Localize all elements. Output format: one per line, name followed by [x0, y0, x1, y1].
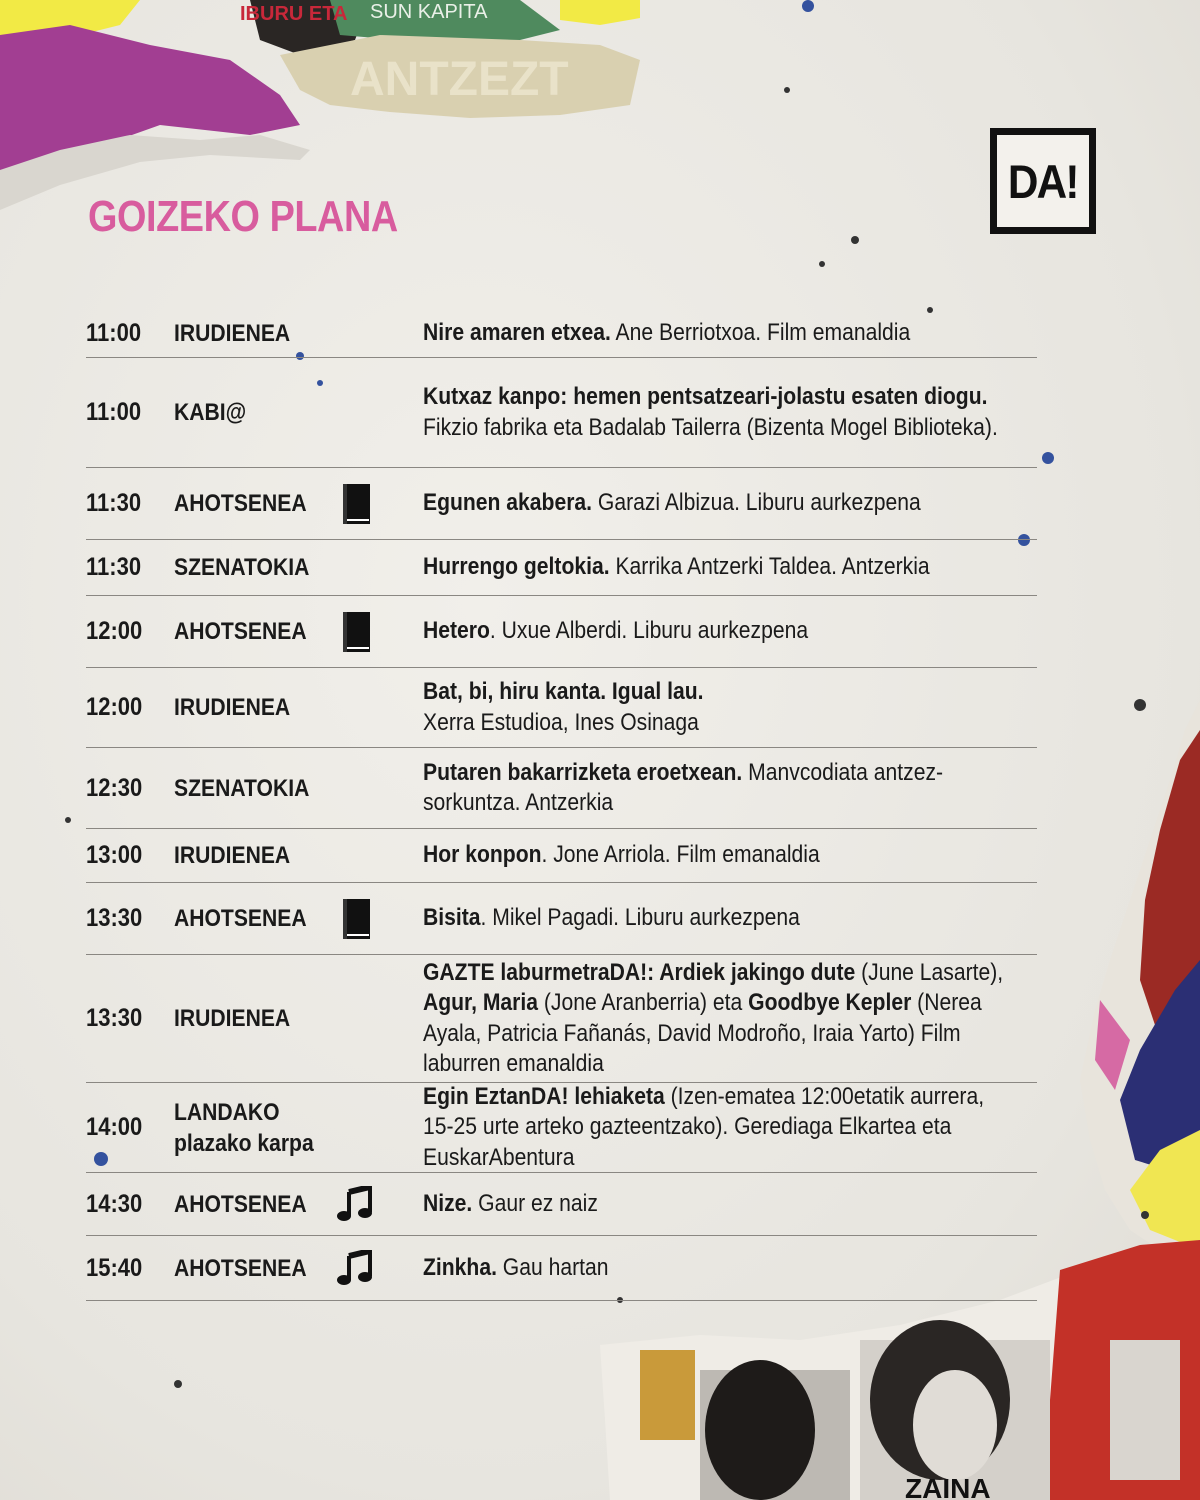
schedule-row	[86, 748, 1037, 829]
event-details: Garazi Albizua. Liburu aurkezpena	[592, 489, 921, 517]
event-details: Ane Berriotxoa. Film emanaldia	[610, 319, 911, 347]
event-venue: AHOTSENEA	[174, 618, 307, 645]
event-title: Nire amaren etxea.	[423, 319, 611, 347]
event-venue: AHOTSENEA	[174, 1254, 307, 1282]
event-venue: IRUDIENEA	[174, 320, 291, 347]
event-details: (June Lasarte),	[855, 958, 1004, 986]
bottom-photo-hair-2	[705, 1360, 815, 1500]
paint-speck	[802, 0, 814, 12]
torn-label-3: ANTZEZT	[350, 53, 569, 106]
book-icon	[336, 482, 376, 526]
schedule-row	[86, 468, 1037, 540]
event-title: Kutxaz kanpo: hemen pentsatzeari-jolastu esaten diogu.	[423, 383, 988, 410]
event-details: . Uxue Alberdi. Liburu aurkezpena	[489, 617, 809, 645]
event-title: Putaren bakarrizketa eroetxean.	[423, 758, 743, 786]
schedule-row	[86, 596, 1037, 668]
event-description	[423, 318, 1004, 349]
event-time: 13:30	[86, 1004, 143, 1032]
event-venue: SZENATOKIA	[174, 774, 310, 802]
event-venue: KABI@	[174, 399, 247, 426]
event-time: 14:00	[86, 1113, 143, 1141]
torn-label-1: IBURU ETA	[240, 3, 348, 25]
event-description	[423, 840, 1004, 871]
bottom-photo-face	[913, 1370, 997, 1480]
schedule-row	[86, 1173, 1037, 1236]
bottom-photo-3	[1110, 1340, 1180, 1480]
event-title: Nize.	[423, 1189, 473, 1217]
logo-text: DA!	[1008, 154, 1078, 208]
event-title: Goodbye Kepler	[748, 989, 912, 1016]
event-venue: SZENATOKIA	[174, 554, 310, 581]
event-description	[423, 758, 1004, 819]
event-time: 15:40	[86, 1253, 143, 1282]
paint-speck	[1134, 699, 1146, 711]
event-time: 11:30	[86, 553, 142, 581]
event-time: 14:30	[86, 1189, 143, 1218]
paint-speck	[851, 236, 859, 244]
event-title: Agur, Maria	[423, 989, 539, 1016]
event-time: 13:00	[86, 841, 143, 869]
schedule-row	[86, 358, 1037, 468]
book-icon	[336, 897, 376, 941]
paint-speck	[784, 87, 790, 93]
event-venue: LANDAKO plazako karpa	[174, 1098, 314, 1157]
event-time: 12:00	[86, 617, 143, 645]
event-description	[423, 552, 1004, 583]
event-details: (Izen-ematea 12:00etatik aurrera, 15-25 urte arteko gazteentzako). Gerediaga Elkartea eta EuskarAbentura	[423, 1082, 985, 1171]
paint-speck	[1042, 452, 1054, 464]
event-details: Karrika Antzerki Taldea. Antzerkia	[609, 553, 930, 581]
event-description	[423, 488, 1004, 519]
event-details: Gau hartan	[496, 1253, 609, 1281]
yellow-strip	[560, 0, 640, 25]
schedule-row	[86, 955, 1037, 1083]
paint-speck	[819, 261, 825, 267]
event-time: 11:00	[86, 398, 142, 426]
page-title: GOIZEKO PLANA	[88, 192, 398, 241]
event-description	[423, 677, 1004, 738]
event-time: 12:30	[86, 773, 143, 802]
event-title: Hor konpon	[423, 841, 542, 869]
event-details: Manvcodiata antzez-sorkuntza. Antzerkia	[423, 758, 944, 816]
event-description	[423, 903, 1004, 934]
event-description	[423, 382, 1004, 443]
event-venue: AHOTSENEA	[174, 905, 307, 932]
schedule-row	[86, 310, 1037, 358]
paint-speck	[65, 817, 71, 823]
event-details: Fikzio fabrika eta Badalab Tailerra (Bizenta Mogel Biblioteka).	[423, 413, 998, 441]
bottom-torn-label: ZAINA	[905, 1473, 991, 1500]
schedule-row	[86, 540, 1037, 596]
event-venue: AHOTSENEA	[174, 1190, 307, 1218]
event-description	[423, 1082, 1004, 1174]
schedule-row	[86, 829, 1037, 883]
event-title: Bisita	[423, 904, 481, 932]
event-time: 11:30	[86, 489, 142, 517]
schedule-row	[86, 1236, 1037, 1301]
event-venue: IRUDIENEA	[174, 842, 291, 869]
event-venue: AHOTSENEA	[174, 490, 307, 517]
event-title: Hetero	[423, 617, 490, 645]
event-details: Gaur ez naiz	[472, 1189, 598, 1217]
event-venue: IRUDIENEA	[174, 1005, 291, 1032]
event-time: 12:00	[86, 693, 143, 721]
event-time: 11:00	[86, 319, 142, 347]
schedule-row	[86, 668, 1037, 748]
event-details: (Jone Aranberria) eta	[538, 989, 749, 1016]
event-venue: IRUDIENEA	[174, 694, 291, 721]
event-title: Egunen akabera.	[423, 489, 593, 517]
schedule-table	[86, 310, 1037, 1301]
event-title: GAZTE laburmetraDA!: Ardiek jakingo dute	[423, 958, 856, 986]
event-title: Egin EztanDA! lehiaketa	[423, 1082, 665, 1110]
event-details: (Nerea Ayala, Patricia Fañanás, David Modroño, Iraia Yarto) Film laburren emanaldia	[423, 989, 982, 1077]
torn-label-2: SUN KAPITA	[370, 1, 488, 23]
event-details: Xerra Estudioa, Ines Osinaga	[423, 708, 699, 736]
event-description	[423, 958, 1004, 1080]
event-details: . Mikel Pagadi. Liburu aurkezpena	[480, 904, 800, 932]
event-time: 13:30	[86, 904, 143, 932]
schedule-row	[86, 883, 1037, 955]
paint-speck	[1141, 1211, 1149, 1219]
music-note-icon	[336, 1246, 376, 1290]
event-description	[423, 1189, 1004, 1220]
event-details: . Jone Arriola. Film emanaldia	[541, 841, 820, 869]
paint-speck	[174, 1380, 182, 1388]
event-title: Bat, bi, hiru kanta. Igual lau.	[423, 678, 704, 705]
event-description	[423, 1253, 1004, 1284]
event-description	[423, 616, 1004, 647]
schedule-row	[86, 1083, 1037, 1173]
da-logo	[990, 128, 1096, 234]
bottom-gold-emblem	[640, 1350, 695, 1440]
event-title: Hurrengo geltokia.	[423, 553, 610, 581]
book-icon	[336, 610, 376, 654]
event-title: Zinkha.	[423, 1253, 497, 1281]
music-note-icon	[336, 1182, 376, 1226]
